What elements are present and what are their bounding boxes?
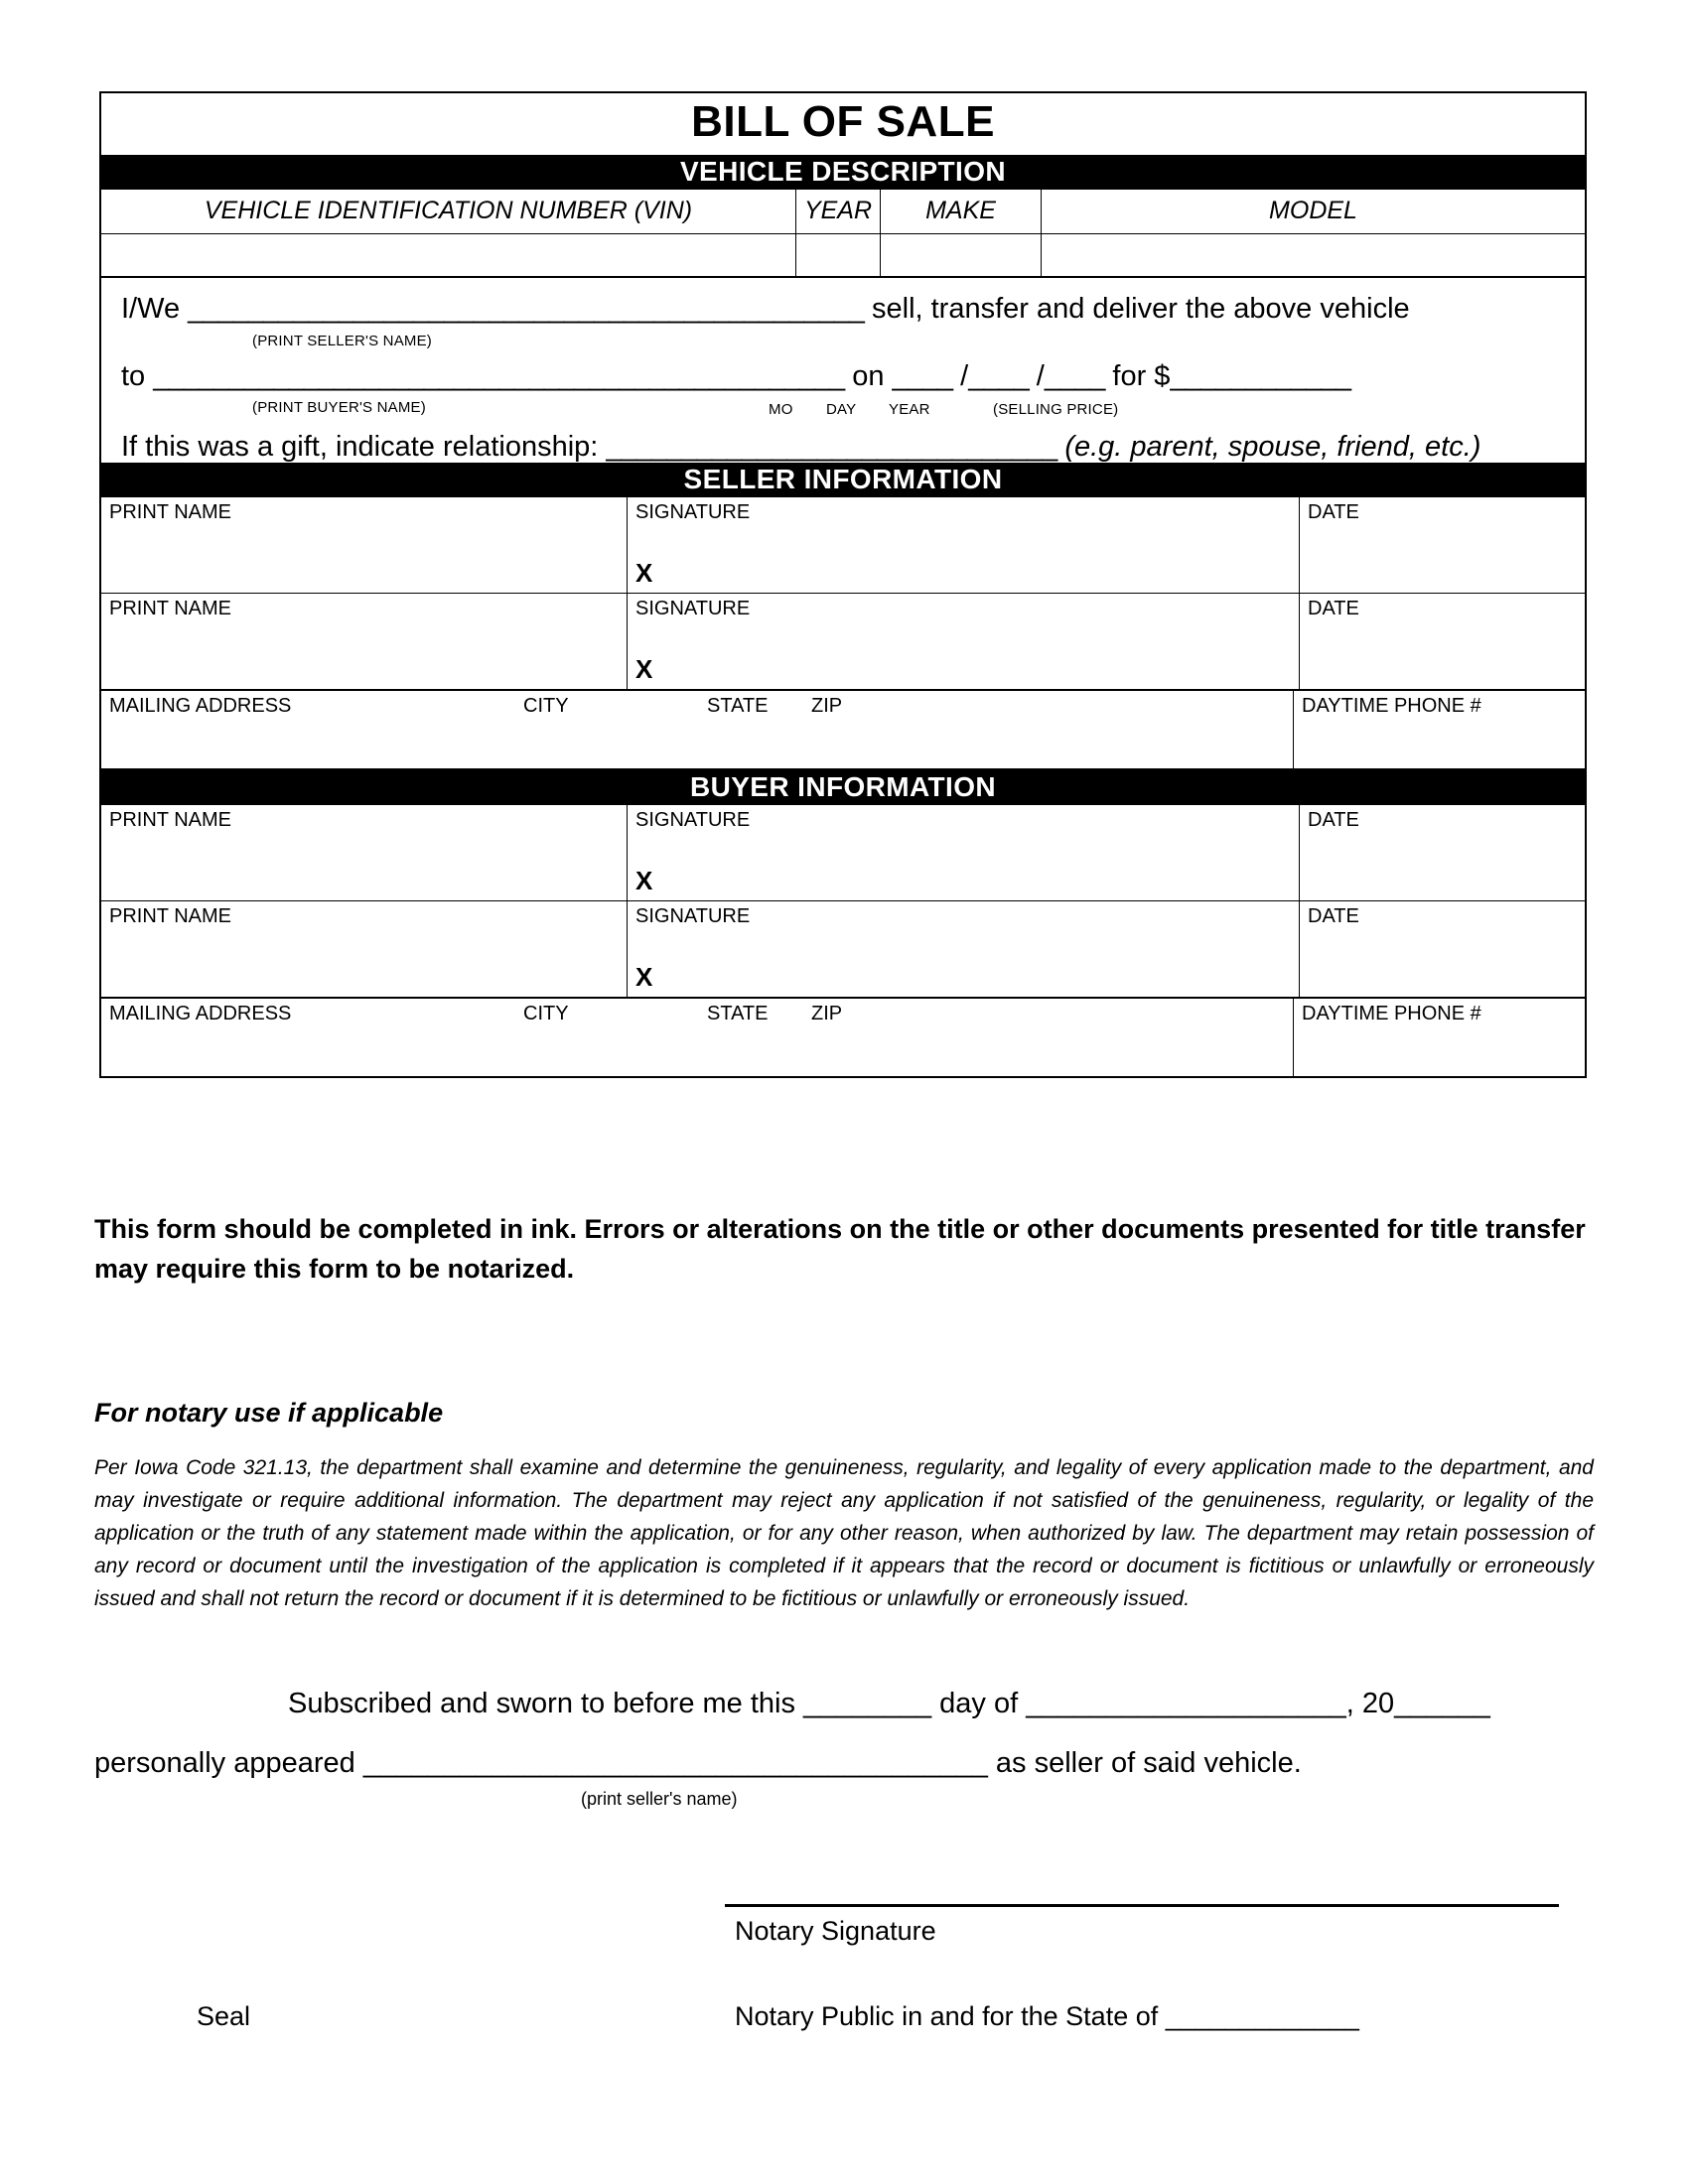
gift-suffix-label: (e.g. parent, spouse, friend, etc.) bbox=[1056, 431, 1481, 463]
selling-price-caption: (SELLING PRICE) bbox=[993, 401, 1119, 418]
buyer-2-date-cell[interactable] bbox=[1300, 901, 1585, 997]
on-label: on bbox=[844, 360, 893, 392]
buyer-zip-label: ZIP bbox=[811, 1003, 843, 1024]
seller-2-date-cell[interactable] bbox=[1300, 594, 1585, 689]
buyer-1-signature-label: SIGNATURE bbox=[635, 809, 751, 831]
notary-legal-paragraph: Per Iowa Code 321.13, the department shall examine and determine the genuineness, regularity, and legality of every application made to the department, and may investigate or require additional information. The department may reject any application if not satisfied of the genuineness, regularity, or legality of the application or the truth of any statement made within the application, or for any other reason, when authorized by law. The department may retain possession of any record or document until the investigation of the application is completed if it appears that the record or document is fictitious or unlawfully or erroneously issued and shall not return the record or document if it is determined to be fictitious or unlawfully or erroneously issued. bbox=[94, 1456, 1594, 1610]
buyer-1-date-label: DATE bbox=[1308, 809, 1359, 831]
seller-row-2 bbox=[101, 593, 1585, 689]
make-field[interactable] bbox=[881, 234, 1042, 276]
seller-2-date-label: DATE bbox=[1308, 598, 1359, 619]
year-blank[interactable]: ____ bbox=[1044, 360, 1105, 392]
vin-field[interactable] bbox=[101, 234, 796, 276]
transfer-statement-block bbox=[101, 276, 1585, 463]
buyer-2-date-label: DATE bbox=[1308, 905, 1359, 927]
slash-2: / bbox=[1028, 360, 1045, 392]
buyer-phone-cell[interactable] bbox=[1294, 999, 1585, 1076]
mo-caption: MO bbox=[769, 401, 793, 418]
form-table bbox=[99, 91, 1587, 1078]
notary-signature-line[interactable] bbox=[725, 1904, 1559, 1907]
vehicle-value-row bbox=[101, 233, 1585, 276]
iwe-line bbox=[121, 292, 1410, 326]
title-row bbox=[101, 93, 1585, 155]
print-sellers-name-caption-notary: (print seller's name) bbox=[581, 1789, 738, 1809]
vin-header: VEHICLE IDENTIFICATION NUMBER (VIN) bbox=[101, 190, 796, 233]
buyer-2-signature-cell[interactable] bbox=[628, 901, 1300, 997]
buyer-city-label: CITY bbox=[523, 1003, 569, 1024]
buyer-2-signature-x-mark: X bbox=[635, 962, 653, 992]
buyer-2-print-name-label: PRINT NAME bbox=[109, 905, 231, 927]
page-title: BILL OF SALE bbox=[691, 97, 995, 146]
day-caption: DAY bbox=[826, 401, 857, 418]
year-field[interactable] bbox=[796, 234, 881, 276]
gift-relationship-blank[interactable]: ______________________________ bbox=[606, 431, 1057, 463]
for-label: for $ bbox=[1104, 360, 1171, 392]
model-field[interactable] bbox=[1042, 234, 1585, 276]
to-line bbox=[121, 359, 1350, 393]
seller-row-1 bbox=[101, 496, 1585, 593]
buyer-information-bar: BUYER INFORMATION bbox=[101, 768, 1585, 804]
buyer-address-cell[interactable] bbox=[101, 999, 1294, 1076]
buyer-2-signature-label: SIGNATURE bbox=[635, 905, 751, 927]
seller-1-signature-x-mark: X bbox=[635, 558, 653, 588]
buyer-1-print-name-label: PRINT NAME bbox=[109, 809, 231, 831]
seller-2-print-name-label: PRINT NAME bbox=[109, 598, 231, 619]
iwe-suffix-label: sell, transfer and deliver the above vehicle bbox=[863, 293, 1410, 325]
buyer-address-row bbox=[101, 997, 1585, 1076]
ink-notice-text: This form should be completed in ink. Errors or alterations on the title or other documents presented for title transfer may require this form to be notarized. bbox=[94, 1214, 1586, 1284]
gift-prefix-label: If this was a gift, indicate relationship: bbox=[121, 431, 607, 463]
to-prefix-label: to bbox=[121, 360, 154, 392]
seller-zip-label: ZIP bbox=[811, 695, 843, 717]
seller-information-bar: SELLER INFORMATION bbox=[101, 463, 1585, 496]
seller-1-date-cell[interactable] bbox=[1300, 497, 1585, 593]
seller-1-signature-label: SIGNATURE bbox=[635, 501, 751, 523]
vehicle-header-row bbox=[101, 189, 1585, 233]
buyer-1-signature-x-mark: X bbox=[635, 866, 653, 895]
buyer-1-signature-cell[interactable] bbox=[628, 805, 1300, 900]
seller-1-date-label: DATE bbox=[1308, 501, 1359, 523]
make-header: MAKE bbox=[881, 190, 1042, 233]
seller-1-print-name-cell[interactable] bbox=[101, 497, 628, 593]
buyer-row-2 bbox=[101, 900, 1585, 997]
seller-1-signature-cell[interactable] bbox=[628, 497, 1300, 593]
buyer-1-print-name-cell[interactable] bbox=[101, 805, 628, 900]
seller-2-signature-cell[interactable] bbox=[628, 594, 1300, 689]
print-sellers-name-caption: (PRINT SELLER'S NAME) bbox=[252, 333, 432, 349]
seal-label: Seal bbox=[197, 2001, 251, 2031]
notary-public-state-line[interactable]: Notary Public in and for the State of _____________ bbox=[735, 2001, 1359, 2031]
seller-name-blank[interactable]: _____________________________________________ bbox=[188, 293, 864, 325]
seller-2-signature-label: SIGNATURE bbox=[635, 598, 751, 619]
seller-state-label: STATE bbox=[707, 695, 769, 717]
year-caption: YEAR bbox=[889, 401, 930, 418]
buyer-mailing-address-label: MAILING ADDRESS bbox=[109, 1003, 292, 1024]
seller-address-cell[interactable] bbox=[101, 691, 1294, 768]
buyer-2-print-name-cell[interactable] bbox=[101, 901, 628, 997]
year-header: YEAR bbox=[796, 190, 881, 233]
buyer-daytime-phone-label: DAYTIME PHONE # bbox=[1302, 1003, 1481, 1024]
slash-1: / bbox=[952, 360, 969, 392]
buyer-row-1 bbox=[101, 804, 1585, 900]
selling-price-blank[interactable]: ____________ bbox=[1170, 360, 1350, 392]
seller-address-row bbox=[101, 689, 1585, 768]
day-blank[interactable]: ____ bbox=[968, 360, 1029, 392]
seller-phone-cell[interactable] bbox=[1294, 691, 1585, 768]
gift-line bbox=[121, 430, 1480, 464]
print-buyers-name-caption: (PRINT BUYER'S NAME) bbox=[252, 399, 426, 416]
buyer-state-label: STATE bbox=[707, 1003, 769, 1024]
personally-appeared-line[interactable]: personally appeared _______________________________________ as seller of said vehicle. bbox=[94, 1747, 1302, 1779]
iwe-prefix-label: I/We bbox=[121, 293, 189, 325]
buyer-name-blank[interactable]: ______________________________________________ bbox=[153, 360, 845, 392]
notary-section-heading: For notary use if applicable bbox=[94, 1398, 444, 1428]
seller-daytime-phone-label: DAYTIME PHONE # bbox=[1302, 695, 1481, 717]
vehicle-description-bar: VEHICLE DESCRIPTION bbox=[101, 155, 1585, 189]
month-blank[interactable]: ____ bbox=[892, 360, 953, 392]
model-header: MODEL bbox=[1269, 197, 1357, 224]
seller-city-label: CITY bbox=[523, 695, 569, 717]
buyer-1-date-cell[interactable] bbox=[1300, 805, 1585, 900]
notary-signature-label: Notary Signature bbox=[735, 1916, 936, 1946]
seller-1-print-name-label: PRINT NAME bbox=[109, 501, 231, 523]
seller-mailing-address-label: MAILING ADDRESS bbox=[109, 695, 292, 717]
subscribed-sworn-line[interactable]: Subscribed and sworn to before me this ________ day of ____________________, 20______ bbox=[288, 1688, 1490, 1719]
seller-2-print-name-cell[interactable] bbox=[101, 594, 628, 689]
seller-2-signature-x-mark: X bbox=[635, 654, 653, 684]
